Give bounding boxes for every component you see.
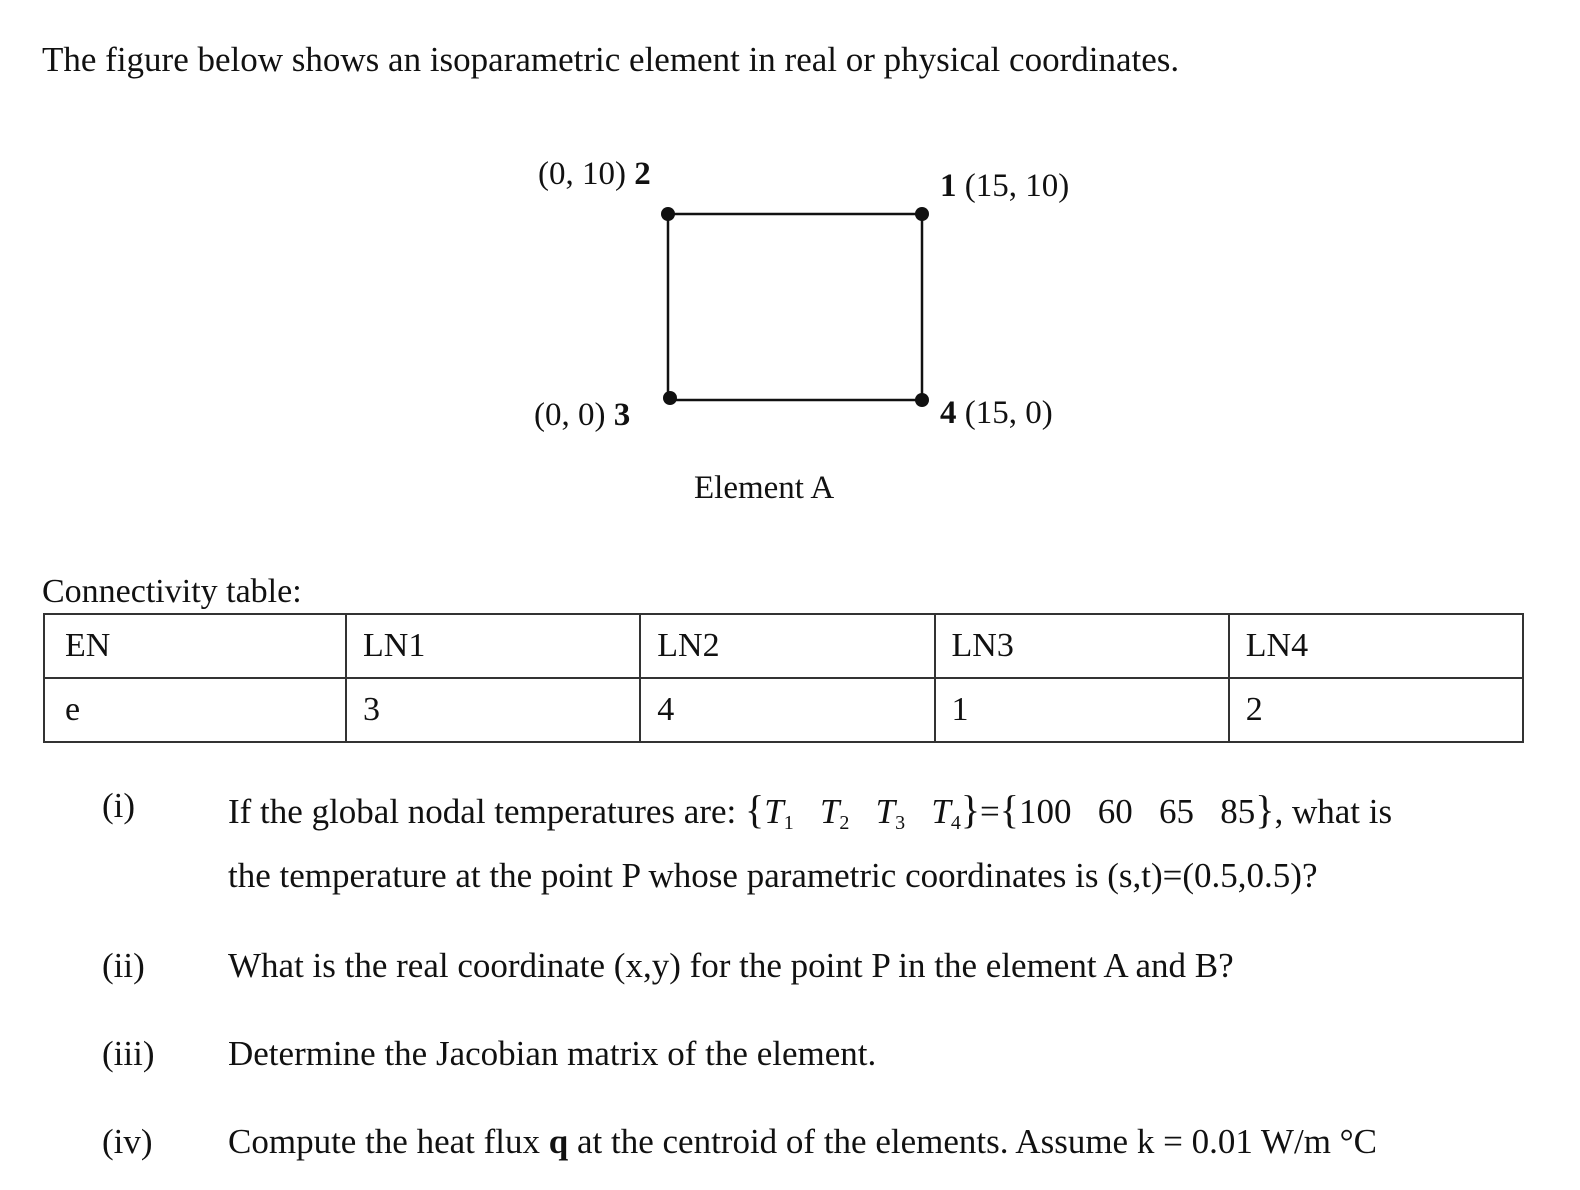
question-1-line-1 [228,786,1392,835]
temperature-vector: {$T_1$ $T_2$ $T_3$ $T_4\}=\{100$ 60 65 85} [745,787,1275,834]
cell-ln3: 1 [935,678,1229,742]
node-1-label [940,168,1069,205]
node-1-coords: (15, 10) [964,168,1070,204]
node-1-number: 1 [940,168,957,204]
element-label: Element A [694,470,835,506]
node-2-label [538,156,651,193]
question-4-text [228,1122,1377,1162]
element-a-boundary [668,214,922,400]
question-1-number: (i) [102,786,136,825]
header-ln1: LN1 [346,614,640,678]
question-4-text-a: Compute the heat flux [228,1122,541,1161]
node-2-dot [661,207,675,221]
question-4-text-b: at the centroid of the elements. Assume k = 0.01 W/m °C [576,1122,1378,1161]
header-ln2: LN2 [640,614,934,678]
heat-flux-symbol: q [548,1122,569,1161]
question-2-number: (ii) [102,946,145,985]
question-1-line-2: the temperature at the point P whose parametric coordinates is (s,t)=(0.5,0.5)? [228,856,1318,895]
question-3-number: (iii) [102,1034,155,1073]
question-2-text: What is the real coordinate (x,y) for the point P in the element A and B? [228,946,1234,985]
node-3-label [534,397,630,434]
node-4-label [940,395,1053,432]
header-ln3: LN3 [935,614,1229,678]
node-4-coords: (15, 0) [964,395,1053,431]
node-4-number: 4 [940,395,957,431]
cell-en: e [44,678,346,742]
node-4-dot [915,393,929,407]
connectivity-title: Connectivity table: [42,573,302,610]
node-2-number: 2 [634,156,651,192]
connectivity-table [43,613,1524,743]
header-en: EN [44,614,346,678]
question-4-number: (iv) [102,1122,153,1161]
node-3-number: 3 [613,397,631,433]
node-3-dot [663,391,677,405]
question-3-text: Determine the Jacobian matrix of the element. [228,1034,877,1073]
table-header-row [44,614,1523,678]
intro-text: The figure below shows an isoparametric element in real or physical coordinates. [42,40,1180,79]
cell-ln2: 4 [640,678,934,742]
cell-ln1: 3 [346,678,640,742]
header-ln4: LN4 [1229,614,1523,678]
node-1-dot [915,207,929,221]
question-1-suffix: , what is [1274,792,1393,831]
table-row [44,678,1523,742]
cell-ln4: 2 [1229,678,1523,742]
node-3-coords: (0, 0) [534,397,606,433]
question-1-prefix: If the global nodal temperatures are: [228,792,737,831]
node-2-coords: (0, 10) [538,156,626,192]
